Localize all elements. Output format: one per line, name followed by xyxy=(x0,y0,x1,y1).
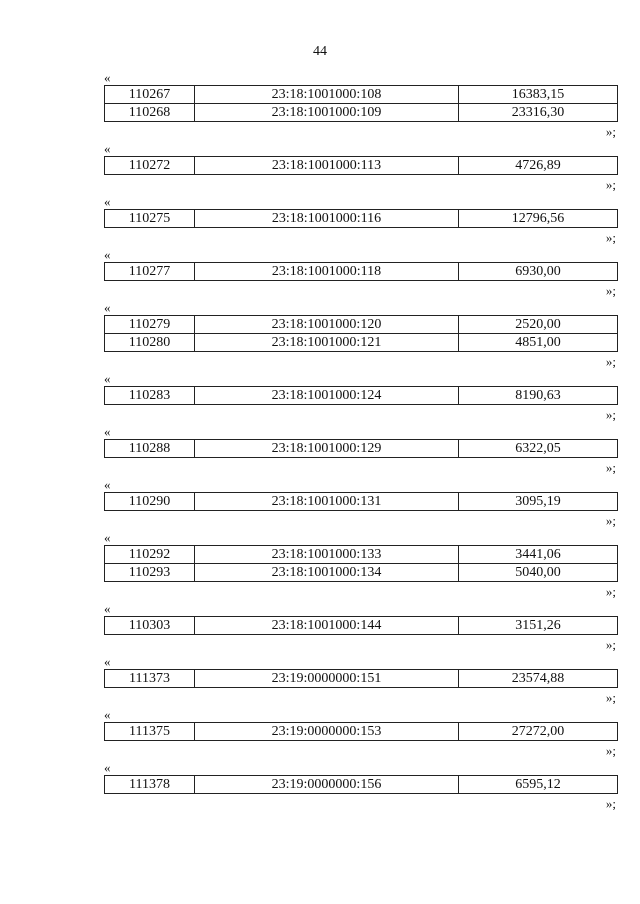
record-table xyxy=(104,669,618,688)
record-table xyxy=(104,386,618,405)
close-quote: »; xyxy=(605,283,616,298)
quoted-block xyxy=(0,478,640,531)
table-row xyxy=(105,617,618,635)
value-cell: 3151,26 xyxy=(459,617,618,635)
cadastral-number-cell: 23:18:1001000:113 xyxy=(195,157,459,175)
record-id-cell: 110279 xyxy=(105,316,195,334)
record-table xyxy=(104,315,618,352)
record-id-cell: 110290 xyxy=(105,493,195,511)
table-row xyxy=(105,723,618,741)
table-row xyxy=(105,670,618,688)
cadastral-number-cell: 23:18:1001000:134 xyxy=(195,564,459,582)
value-cell: 5040,00 xyxy=(459,564,618,582)
cadastral-number-cell: 23:18:1001000:131 xyxy=(195,493,459,511)
open-quote: « xyxy=(104,247,111,262)
value-cell: 16383,15 xyxy=(459,86,618,104)
value-cell: 23316,30 xyxy=(459,104,618,122)
value-cell: 3095,19 xyxy=(459,493,618,511)
table-row xyxy=(105,86,618,104)
close-quote: »; xyxy=(605,584,616,599)
record-id-cell: 110277 xyxy=(105,263,195,281)
table-row xyxy=(105,776,618,794)
value-cell: 4726,89 xyxy=(459,157,618,175)
record-table xyxy=(104,722,618,741)
value-cell: 4851,00 xyxy=(459,334,618,352)
cadastral-number-cell: 23:18:1001000:124 xyxy=(195,387,459,405)
open-quote: « xyxy=(104,654,111,669)
table-row xyxy=(105,493,618,511)
cadastral-number-cell: 23:18:1001000:144 xyxy=(195,617,459,635)
quoted-block xyxy=(0,602,640,655)
close-quote: »; xyxy=(605,513,616,528)
value-cell: 3441,06 xyxy=(459,546,618,564)
close-quote: »; xyxy=(605,230,616,245)
open-quote: « xyxy=(104,424,111,439)
cadastral-number-cell: 23:18:1001000:133 xyxy=(195,546,459,564)
open-quote: « xyxy=(104,601,111,616)
close-quote: »; xyxy=(605,177,616,192)
open-quote: « xyxy=(104,477,111,492)
table-row xyxy=(105,210,618,228)
close-quote: »; xyxy=(605,796,616,811)
value-cell: 8190,63 xyxy=(459,387,618,405)
cadastral-number-cell: 23:18:1001000:116 xyxy=(195,210,459,228)
table-row xyxy=(105,104,618,122)
record-id-cell: 110275 xyxy=(105,210,195,228)
table-row xyxy=(105,157,618,175)
cadastral-number-cell: 23:18:1001000:120 xyxy=(195,316,459,334)
quoted-block xyxy=(0,71,640,142)
table-row xyxy=(105,387,618,405)
cadastral-number-cell: 23:19:0000000:153 xyxy=(195,723,459,741)
close-quote: »; xyxy=(605,124,616,139)
close-quote: »; xyxy=(605,690,616,705)
close-quote: »; xyxy=(605,460,616,475)
cadastral-number-cell: 23:19:0000000:151 xyxy=(195,670,459,688)
value-cell: 6595,12 xyxy=(459,776,618,794)
quoted-block xyxy=(0,142,640,195)
quoted-block xyxy=(0,425,640,478)
record-id-cell: 110303 xyxy=(105,617,195,635)
record-table xyxy=(104,545,618,582)
record-id-cell: 110283 xyxy=(105,387,195,405)
record-id-cell: 111378 xyxy=(105,776,195,794)
cadastral-number-cell: 23:18:1001000:108 xyxy=(195,86,459,104)
open-quote: « xyxy=(104,760,111,775)
open-quote: « xyxy=(104,300,111,315)
record-table xyxy=(104,262,618,281)
document-body xyxy=(0,71,640,814)
record-table xyxy=(104,616,618,635)
record-table xyxy=(104,775,618,794)
close-quote: »; xyxy=(605,743,616,758)
table-row xyxy=(105,564,618,582)
record-id-cell: 111373 xyxy=(105,670,195,688)
record-table xyxy=(104,85,618,122)
open-quote: « xyxy=(104,530,111,545)
record-table xyxy=(104,439,618,458)
record-table xyxy=(104,156,618,175)
quoted-block xyxy=(0,372,640,425)
record-id-cell: 110272 xyxy=(105,157,195,175)
table-row xyxy=(105,440,618,458)
quoted-block xyxy=(0,195,640,248)
cadastral-number-cell: 23:18:1001000:121 xyxy=(195,334,459,352)
record-table xyxy=(104,209,618,228)
open-quote: « xyxy=(104,371,111,386)
close-quote: »; xyxy=(605,637,616,652)
record-table xyxy=(104,492,618,511)
value-cell: 27272,00 xyxy=(459,723,618,741)
open-quote: « xyxy=(104,707,111,722)
open-quote: « xyxy=(104,194,111,209)
page-number: 44 xyxy=(313,44,327,59)
quoted-block xyxy=(0,761,640,814)
quoted-block xyxy=(0,531,640,602)
table-row xyxy=(105,316,618,334)
close-quote: »; xyxy=(605,354,616,369)
quoted-block xyxy=(0,248,640,301)
record-id-cell: 110267 xyxy=(105,86,195,104)
quoted-block xyxy=(0,655,640,708)
record-id-cell: 110268 xyxy=(105,104,195,122)
table-row xyxy=(105,263,618,281)
value-cell: 6930,00 xyxy=(459,263,618,281)
quoted-block xyxy=(0,708,640,761)
record-id-cell: 111375 xyxy=(105,723,195,741)
value-cell: 6322,05 xyxy=(459,440,618,458)
cadastral-number-cell: 23:18:1001000:129 xyxy=(195,440,459,458)
record-id-cell: 110292 xyxy=(105,546,195,564)
record-id-cell: 110288 xyxy=(105,440,195,458)
open-quote: « xyxy=(104,141,111,156)
cadastral-number-cell: 23:18:1001000:109 xyxy=(195,104,459,122)
record-id-cell: 110293 xyxy=(105,564,195,582)
value-cell: 12796,56 xyxy=(459,210,618,228)
quoted-block xyxy=(0,301,640,372)
table-row xyxy=(105,546,618,564)
cadastral-number-cell: 23:18:1001000:118 xyxy=(195,263,459,281)
cadastral-number-cell: 23:19:0000000:156 xyxy=(195,776,459,794)
open-quote: « xyxy=(104,70,111,85)
close-quote: »; xyxy=(605,407,616,422)
value-cell: 23574,88 xyxy=(459,670,618,688)
value-cell: 2520,00 xyxy=(459,316,618,334)
record-id-cell: 110280 xyxy=(105,334,195,352)
table-row xyxy=(105,334,618,352)
